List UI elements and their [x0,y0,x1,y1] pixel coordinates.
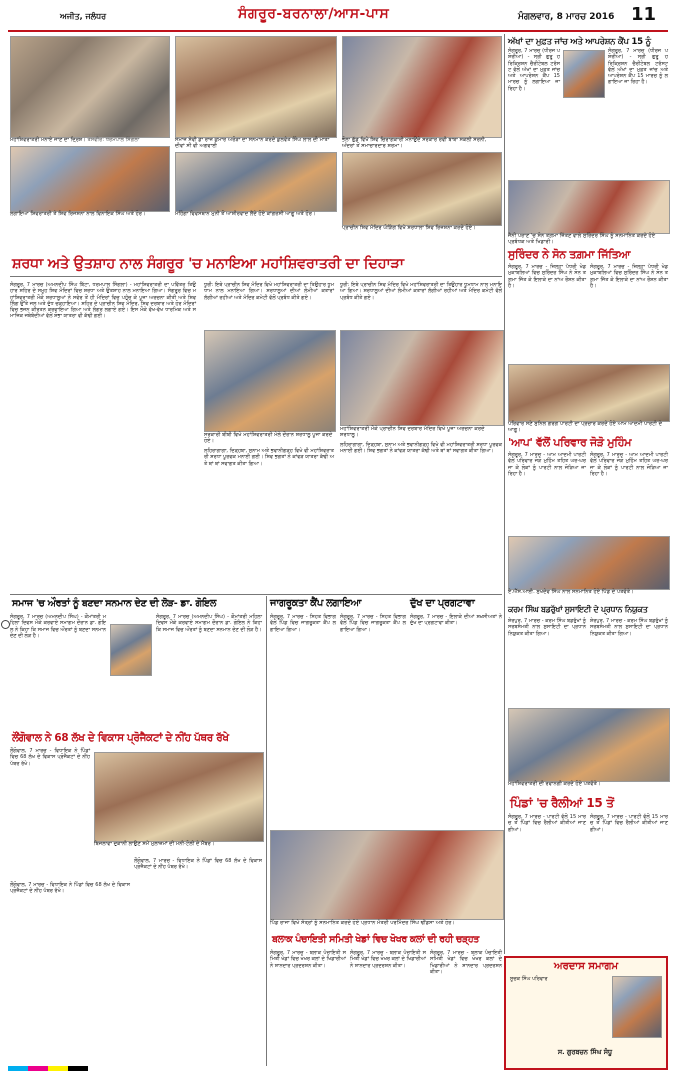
body-rallies-b: ਸੰਗਰੂਰ, 7 ਮਾਰਚ - ਪਾਰਟੀ ਵੱਲੋਂ 15 ਮਾਰਚ ਤੋਂ ਪਿੰਡਾਂ ਵਿਚ ਰੈਲੀਆਂ ਕੀਤੀਆਂ ਜਾਣਗੀਆਂ। [590,814,668,833]
body-rallies-a: ਸੰਗਰੂਰ, 7 ਮਾਰਚ - ਪਾਰਟੀ ਵੱਲੋਂ 15 ਮਾਰਚ ਤੋਂ ਪਿੰਡਾਂ ਵਿਚ ਰੈਲੀਆਂ ਕੀਤੀਆਂ ਜਾਣਗੀਆਂ। [508,814,586,833]
body-eye-camp-b: ਸੰਗਰੂਰ, 7 ਮਾਰਚ (ਧੀਰਜ ਪਸ਼ੋਰੀਆ) - ਸ੍ਰੀ ਗੁਰੂ ਹਰਿਕ੍ਰਿਸ਼ਨ ਚੈਰੀਟੇਬਲ ਟਰੱਸਟ ਵੱਲੋਂ ਅੱਖਾਂ ਦਾ ਮੁਫ਼ਤ ਜਾਂਚ ਅਤੇ ਆਪਰੇਸ਼ਨ ਕੈਂਪ 15 ਮਾਰਚ ਨੂੰ ਲਗਾਇਆ ਜਾ ਰਿਹਾ ਹੈ। [608,48,670,86]
caption-3: ਭੋਲਾ ਗੁੱਡ ਵਿਖੇ ਸ਼ਿਵ ਚਿਰਾਗਕਾਰੀ ਮਨਾਉਂਦੇ ਸਰਕਾਰ ਰਵੀ ਬਾਬਾ ਸਕਲੀ ਸਰਨੀ, ਅੰਦਰਾਂ ਤੋਂ ਸਮਾਚਾਰਦਾਰ ਸ਼ਰਮਾ। [342,137,487,150]
photo-longowal [94,752,264,842]
caption-14: ਏ.ਐੱਸ.ਆਈ. ਸੁਖਦੇਵ ਸਿੰਘ ਨਾਲ ਸਨਮਾਨਿਤ ਹੋਏ ਪਿੰਡ ਦੇ ਪਤਵੰਤੇ। [508,589,634,595]
caption-7: ਸਰਕਾਰੀ ਬੀਬੀ ਵਿਖੇ ਮਹਾਂਸ਼ਿਵਰਾਤਰੀ ਮੇਲੇ ਦੌਰਾਨ ਸ਼ਰਧਾਲੂ ਪੂਜਾ ਕਰਦੇ ਹੋਏ। [204,432,333,445]
caption-10: ਪਰਿਵਾਰ ਸਣੇ ਸੁਨਿਲ ਗਰਗ ਪਾਰਟੀ ਦਾ ਪ੍ਰਚਾਰ ਕਰਦੇ ਹੋਏ ਆਮ ਆਦਮੀ ਪਾਰਟੀ ਦੇ ਆਗੂ। [508,421,663,434]
body-grief: ਸੰਗਰੂਰ, 7 ਮਾਰਚ - ਇਲਾਕੇ ਦੀਆਂ ਸ਼ਖ਼ਸੀਅਤਾਂ ਨੇ ਦੁੱਖ ਦਾ ਪ੍ਰਗਟਾਵਾ ਕੀਤਾ। [410,614,504,627]
caption-9: ਜੈਨੀ ਪਰਾਣ 'ਚ ਸੋਨ ਤਗ਼ਮਾ ਜਿੱਤਣ ਵਾਲੇ ਸੁਰਿੰਦਰ ਸਿੰਘ ਨੂੰ ਸਨਮਾਨਿਤ ਕਰਦੇ ਹੋਏ ਪ੍ਰਬੰਧਕ ਅਤੇ ਖਿਡਾਰੀ। [508,233,656,246]
headline-grief: ਦੁੱਖ ਦਾ ਪ੍ਰਗਟਾਵਾ [410,598,475,609]
body-women-a: ਸੰਗਰੂਰ, 7 ਮਾਰਚ (ਅਮਨਦੀਪ ਸਿੰਘ) - ਕੌਮਾਂਤਰੀ ਮਹਿਲਾ ਦਿਵਸ ਮੌਕੇ ਕਰਵਾਏ ਸਮਾਗਮ ਦੌਰਾਨ ਡਾ. ਗੋਇਲ ਨੇ ਕਿਹਾ ਕਿ ਸਮਾਜ ਵਿਚ ਔਰਤਾਂ ਨੂੰ ਬਣਦਾ ਸਨਮਾਨ ਦੇਣ ਦੀ ਲੋੜ ਹੈ। [10,614,108,639]
column-divider [266,596,267,1066]
divider [10,594,502,595]
caption-4: ਲਗਾਇਆ ਸ਼ਿਵਰਾਤਰੀ ਤੇ ਸ਼ਿਵ ਰਿਜਸ਼ਨਾ ਨਾਲ ਵਿਨਾਇਕ ਸਿੰਘ ਅਤੇ ਹੋਰ। [10,211,146,217]
masthead-left: ਅਜੀਤ, ਜਲੰਧਰ [60,12,107,21]
caption-1: ਮਹਾਂਸ਼ਿਵਰਾਤਰੀ ਮਨਾਏ ਜਾਣ ਦਾ ਦ੍ਰਿਸ਼। ਤਸਵੀਰ: ਧਰਮਪਾਲ ਸਿੰਗਲਾ [10,137,140,143]
body-sports-a: ਸੰਗਰੂਰ, 7 ਮਾਰਚ - ਬਲਾਕ ਪੰਚਾਇਤੀ ਸਮਿਤੀ ਖੇਡਾਂ ਵਿਚ ਖੋਖਰ ਕਲਾਂ ਦੇ ਖਿਡਾਰੀਆਂ ਨੇ ਸ਼ਾਨਦਾਰ ਪ੍ਰਦਰਸ਼ਨ ਕੀਤਾ। [270,950,348,969]
photo-shivratri-1 [10,36,170,138]
headline-rallies: ਪਿੰਡਾਂ 'ਚ ਰੈਲੀਆਂ 15 ਤੋਂ [510,796,614,810]
body-camp-b: ਸੰਗਰੂਰ, 7 ਮਾਰਚ - ਸਿਹਤ ਵਿਭਾਗ ਵੱਲੋਂ ਪਿੰਡ ਵਿਚ ਜਾਗਰੂਕਤਾ ਕੈਂਪ ਲਗਾਇਆ ਗਿਆ। [340,614,408,633]
masthead-section-title: ਸੰਗਰੂਰ-ਬਰਨਾਲਾ/ਆਸ-ਪਾਸ [238,6,390,22]
caption-8: ਮਹਾਂਸ਼ਿਵਰਾਤਰੀ ਮੌਕੇ ਪ੍ਰਾਚੀਨ ਸ਼ਿਵ ਦਰਬਾਰ ਮੰਦਿਰ ਵਿਖੇ ਪੂਜਾ ਅਰਚਨਾ ਕਰਦੇ ਸ਼ਰਧਾਲੂ। [340,426,485,439]
photo-main-ceremony [204,330,336,432]
masthead-date: ਮੰਗਲਵਾਰ, 8 ਮਾਰਚ 2016 [518,12,615,22]
body-gold-a: ਸੰਗਰੂਰ, 7 ਮਾਰਚ - ਜ਼ਿਲ੍ਹਾ ਪੱਧਰੀ ਖੇਡ ਮੁਕਾਬਲਿਆਂ ਵਿਚ ਸੁਰਿੰਦਰ ਸਿੰਘ ਨੇ ਸੋਨ ਤਗ਼ਮਾ ਜਿੱਤ ਕੇ ਇਲਾਕੇ ਦਾ ਨਾਂਅ ਰੌਸ਼ਨ ਕੀਤਾ ਹੈ। [508,264,588,289]
page-number: 11 [631,4,657,25]
photo-portrait [563,50,605,98]
caption-13: ਬਿਜਲਾਵਾ ਦੁਕਾਨੀ ਲਾਉਣ ਸਮੇਂ ਮੁਲਾਜ਼ਮਾਂ ਦੀ ਮਨੀ-ਟੋਲੀ ਦੇ ਮੈਂਬਰ। [94,841,215,847]
photo-karam-singh [508,536,670,590]
body-longowal-c: ਲੌਂਗੋਵਾਲ, 7 ਮਾਰਚ - ਵਿਧਾਇਕ ਨੇ ਪਿੰਡਾਂ ਵਿਚ 68 ਲੱਖ ਦੇ ਵਿਕਾਸ ਪ੍ਰੋਜੈਕਟਾਂ ਦੇ ਨੀਂਹ ਪੱਥਰ ਰੱਖੇ। [134,858,264,871]
photo-sports [270,830,504,920]
masthead [8,6,668,32]
photo-munni [175,152,337,212]
caption-11: ਮਹਾਂਸ਼ਿਵਰਾਤਰੀ ਦੀ ਰਵਾਨਗੀ ਕਰਦੇ ਹੋਏ ਪਤਵੰਤੇ। [508,781,601,787]
ad-text: ਸੂਚਕ ਸਿੰਘ ਪਰਿਵਾਰ [510,976,548,982]
body-aap-b: ਸੰਗਰੂਰ, 7 ਮਾਰਚ - ਆਮ ਆਦਮੀ ਪਾਰਟੀ ਵੱਲੋਂ ਪਰਿਵਾਰ ਜੋੜੋ ਮੁਹਿੰਮ ਤਹਿਤ ਘਰ-ਘਰ ਜਾ ਕੇ ਲੋਕਾਂ ਨੂੰ ਪਾਰਟੀ ਨਾਲ ਜੋੜਿਆ ਜਾ ਰਿਹਾ ਹੈ। [590,452,670,477]
body-gold-b: ਸੰਗਰੂਰ, 7 ਮਾਰਚ - ਜ਼ਿਲ੍ਹਾ ਪੱਧਰੀ ਖੇਡ ਮੁਕਾਬਲਿਆਂ ਵਿਚ ਸੁਰਿੰਦਰ ਸਿੰਘ ਨੇ ਸੋਨ ਤਗ਼ਮਾ ਜਿੱਤ ਕੇ ਇਲਾਕੇ ਦਾ ਨਾਂਅ ਰੌਸ਼ਨ ਕੀਤਾ ਹੈ। [590,264,670,289]
body-aap-a: ਸੰਗਰੂਰ, 7 ਮਾਰਚ - ਆਮ ਆਦਮੀ ਪਾਰਟੀ ਵੱਲੋਂ ਪਰਿਵਾਰ ਜੋੜੋ ਮੁਹਿੰਮ ਤਹਿਤ ਘਰ-ਘਰ ਜਾ ਕੇ ਲੋਕਾਂ ਨੂੰ ਪਾਰਟੀ ਨਾਲ ਜੋੜਿਆ ਜਾ ਰਿਹਾ ਹੈ। [508,452,588,477]
headline-women-respect: ਸਮਾਜ 'ਚ ਔਰਤਾਂ ਨੂੰ ਬਣਦਾ ਸਨਮਾਨ ਦੇਣ ਦੀ ਲੋੜ- ਡਾ. ਗੋਇਲ [12,598,217,609]
color-bar [8,1066,88,1071]
caption-6: ਪ੍ਰਾਚੀਨ ਸ਼ਿਵ ਮੰਦਿਰ ਘੋੜਿੰਗ ਵਿਖੇ ਸ਼ਰਧਾਲਾ ਸ਼ਿਵ ਰਿਜਸ਼ਨਾ ਕਰਦੇ ਹੋਏ। [342,225,476,231]
headline-aap: 'ਆਪ' ਵੱਲੋਂ ਪਰਿਵਾਰ ਜੋੜੋ ਮੁਹਿੰਮ [508,436,632,449]
body-karam-b: ਸ਼ੇਰਪੁਰ, 7 ਮਾਰਚ - ਕਰਮ ਸਿੰਘ ਬਡਰੁੱਖਾਂ ਨੂੰ ਸਰਬਸੰਮਤੀ ਨਾਲ ਸੁਸਾਇਟੀ ਦਾ ਪ੍ਰਧਾਨ ਨਿਯੁਕਤ ਕੀਤਾ ਗਿਆ। [590,618,670,637]
column-divider [504,34,505,954]
body-eye-camp-a: ਸੰਗਰੂਰ, 7 ਮਾਰਚ (ਧੀਰਜ ਪਸ਼ੋਰੀਆ) - ਸ੍ਰੀ ਗੁਰੂ ਹਰਿਕ੍ਰਿਸ਼ਨ ਚੈਰੀਟੇਬਲ ਟਰੱਸਟ ਵੱਲੋਂ ਅੱਖਾਂ ਦਾ ਮੁਫ਼ਤ ਜਾਂਚ ਅਤੇ ਆਪਰੇਸ਼ਨ ਕੈਂਪ 15 ਮਾਰਚ ਨੂੰ ਲਗਾਇਆ ਜਾ ਰਿਹਾ ਹੈ। [508,48,562,92]
headline-longowal: ਲੌਂਗੋਵਾਲ ਨੇ 68 ਲੱਖ ਦੇ ਵਿਕਾਸ ਪ੍ਰੋਜੈਕਟਾਂ ਦੇ ਨੀਂਹ ਪੱਥਰ ਰੱਖੇ [12,732,229,744]
body-main-col-2a: ਧੂਰੀ: ਇਥੇ ਪ੍ਰਾਚੀਨ ਸ਼ਿਵ ਮੰਦਿਰ ਵਿਖੇ ਮਹਾਂਸ਼ਿਵਰਾਤਰੀ ਦਾ ਤਿਉਹਾਰ ਧੂਮਧਾਮ ਨਾਲ ਮਨਾਇਆ ਗਿਆ। ਸ਼ਰਧਾਲੂਆਂ ਦੀਆਂ ਲੰਮੀਆਂ ਕਤਾਰਾਂ ਲੱਗੀਆਂ ਰਹੀਆਂ ਅਤੇ ਮੰਦਿਰ ਕਮੇਟੀ ਵੱਲੋਂ ਪ੍ਰਬੰਧ ਕੀਤੇ ਗਏ। [204,282,336,301]
photo-rally [508,708,670,782]
body-longowal-a: ਲੌਂਗੋਵਾਲ, 7 ਮਾਰਚ - ਵਿਧਾਇਕ ਨੇ ਪਿੰਡਾਂ ਵਿਚ 68 ਲੱਖ ਦੇ ਵਿਕਾਸ ਪ੍ਰੋਜੈਕਟਾਂ ਦੇ ਨੀਂਹ ਪੱਥਰ ਰੱਖੇ। [10,748,92,767]
ad-portrait [612,976,662,1038]
registration-mark [1,620,10,629]
headline-sports: ਬਲਾਕ ਪੰਚਾਇਤੀ ਸਮਿਤੀ ਖੇਡਾਂ ਵਿਚ ਖੋਖਰ ਕਲਾਂ ਦੀ ਰਹੀ ਚੜ੍ਹਤ [272,934,480,945]
body-main-col-2b: ਲਹਿਰਾਗਾਗਾ, ਦਿੜ੍ਹਬਾ, ਸੁਨਾਮ ਅਤੇ ਭਵਾਨੀਗੜ੍ਹ ਵਿਖੇ ਵੀ ਮਹਾਂਸ਼ਿਵਰਾਤਰੀ ਸ਼ਰਧਾ ਪੂਰਵਕ ਮਨਾਈ ਗਈ। ਸ਼ਿਵ ਭਗਤਾਂ ਨੇ ਕਾਂਵੜ ਯਾਤਰਾ ਕੱਢੀ ਅਤੇ ਥਾਂ ਥਾਂ ਸਵਾਗਤ ਕੀਤਾ ਗਿਆ। [204,448,334,467]
body-main-col-1: ਸੰਗਰੂਰ, 7 ਮਾਰਚ (ਅਮਨਦੀਪ ਸਿੰਘ ਬਿੱਟਾ, ਧਰਮਪਾਲ ਸਿੰਗਲਾ) - ਮਹਾਂਸ਼ਿਵਰਾਤਰੀ ਦਾ ਪਵਿੱਤਰ ਤਿਉਹਾਰ ਸ਼ਹਿਰ ਦੇ ਸਮੂਹ ਸ਼ਿਵ ਮੰਦਿਰਾਂ ਵਿਚ ਸ਼ਰਧਾ ਅਤੇ ਉਤਸ਼ਾਹ ਨਾਲ ਮਨਾਇਆ ਗਿਆ। ਸੰਗਰੂਰ ਵਿਚ ਮਹਾਂਸ਼ਿਵਰਾਤਰੀ ਮੌਕੇ ਸ਼ਰਧਾਲੂਆਂ ਨੇ ਸਵੇਰ ਤੋਂ ਹੀ ਮੰਦਿਰਾਂ ਵਿਚ ਪਹੁੰਚ ਕੇ ਪੂਜਾ ਅਰਚਨਾ ਕੀਤੀ ਅਤੇ ਸ਼ਿਵਲਿੰਗ ਉੱਤੇ ਜਲ ਅਤੇ ਦੁੱਧ ਚੜ੍ਹਾਇਆ। ਸ਼ਹਿਰ ਦੇ ਪ੍ਰਾਚੀਨ ਸ਼ਿਵ ਮੰਦਿਰ, ਸ਼ਿਵ ਦਰਬਾਰ ਅਤੇ ਹੋਰ ਮੰਦਿਰਾਂ ਵਿਚ ਭਜਨ ਕੀਰਤਨ ਕਰਵਾਇਆ ਗਿਆ ਅਤੇ ਲੰਗਰ ਲਗਾਏ ਗਏ। ਇਸ ਮੌਕੇ ਵੱਖ-ਵੱਖ ਧਾਰਮਿਕ ਅਤੇ ਸਮਾਜਿਕ ਜਥੇਬੰਦੀਆਂ ਵੱਲੋਂ ਸ਼ੋਭਾ ਯਾਤਰਾ ਵੀ ਕੱਢੀ ਗਈ। [10,282,198,320]
headline-eye-camp: ਅੱਖਾਂ ਦਾ ਮੁਫ਼ਤ ਜਾਂਚ ਅਤੇ ਆਪਰੇਸ਼ਨ ਕੈਂਪ 15 ਨੂੰ [508,37,651,47]
obituary-ad [504,956,668,1070]
photo-honour [175,36,337,138]
caption-2: ਸਮਾਜ ਸੇਵੀ ਡਾ ਰਾਜ ਕੁਮਾਰ ਅਰੋੜਾ ਦਾ ਸਨਮਾਨ ਕਰਦੇ ਕੁਲਵੰਤ ਸਿੰਘ ਲਾਲ ਦੀ ਮਾਤਾ ਦੀਵਾਂ ਸੀ ਵੀ ਅਗਵਾਈ [175,137,330,150]
photo-shivratri-2 [10,146,170,212]
body-main-col-3a: ਧੂਰੀ: ਇਥੇ ਪ੍ਰਾਚੀਨ ਸ਼ਿਵ ਮੰਦਿਰ ਵਿਖੇ ਮਹਾਂਸ਼ਿਵਰਾਤਰੀ ਦਾ ਤਿਉਹਾਰ ਧੂਮਧਾਮ ਨਾਲ ਮਨਾਇਆ ਗਿਆ। ਸ਼ਰਧਾਲੂਆਂ ਦੀਆਂ ਲੰਮੀਆਂ ਕਤਾਰਾਂ ਲੱਗੀਆਂ ਰਹੀਆਂ ਅਤੇ ਮੰਦਿਰ ਕਮੇਟੀ ਵੱਲੋਂ ਪ੍ਰਬੰਧ ਕੀਤੇ ਗਏ। [340,282,504,301]
headline-awareness-camp: ਜਾਗਰੂਕਤਾ ਕੈਂਪ ਲਗਾਇਆ [270,598,362,609]
photo-dr-goyal [110,624,152,676]
photo-bhola [342,36,502,138]
ad-name: ਸ. ਗੁਰਬਚਨ ਸਿੰਘ ਸੰਧੂ [557,1048,613,1056]
photo-aap-family [508,364,670,422]
body-sports-b: ਸੰਗਰੂਰ, 7 ਮਾਰਚ - ਬਲਾਕ ਪੰਚਾਇਤੀ ਸਮਿਤੀ ਖੇਡਾਂ ਵਿਚ ਖੋਖਰ ਕਲਾਂ ਦੇ ਖਿਡਾਰੀਆਂ ਨੇ ਸ਼ਾਨਦਾਰ ਪ੍ਰਦਰਸ਼ਨ ਕੀਤਾ। [350,950,428,969]
ad-title: ਅਰਦਾਸ ਸਮਾਗਮ [553,961,619,972]
headline-karam-singh: ਕਰਮ ਸਿੰਘ ਬਡਰੁੱਖਾਂ ਸੁਸਾਇਟੀ ਦੇ ਪ੍ਰਧਾਨ ਨਿਯੁਕਤ [508,605,648,614]
photo-shiv-darbar [340,330,504,426]
body-sports-c: ਸੰਗਰੂਰ, 7 ਮਾਰਚ - ਬਲਾਕ ਪੰਚਾਇਤੀ ਸਮਿਤੀ ਖੇਡਾਂ ਵਿਚ ਖੋਖਰ ਕਲਾਂ ਦੇ ਖਿਡਾਰੀਆਂ ਨੇ ਸ਼ਾਨਦਾਰ ਪ੍ਰਦਰਸ਼ਨ ਕੀਤਾ। [430,950,504,975]
body-karam-a: ਸ਼ੇਰਪੁਰ, 7 ਮਾਰਚ - ਕਰਮ ਸਿੰਘ ਬਡਰੁੱਖਾਂ ਨੂੰ ਸਰਬਸੰਮਤੀ ਨਾਲ ਸੁਸਾਇਟੀ ਦਾ ਪ੍ਰਧਾਨ ਨਿਯੁਕਤ ਕੀਤਾ ਗਿਆ। [508,618,588,637]
photo-ghoding [342,152,502,226]
body-camp-a: ਸੰਗਰੂਰ, 7 ਮਾਰਚ - ਸਿਹਤ ਵਿਭਾਗ ਵੱਲੋਂ ਪਿੰਡ ਵਿਚ ਜਾਗਰੂਕਤਾ ਕੈਂਪ ਲਗਾਇਆ ਗਿਆ। [270,614,338,633]
caption-12: ਪਿੰਡ ਰਾਜਾ ਵਿਖੇ ਸੰਤ੍ਰਾਂ ਨੂੰ ਸਨਮਾਨਿਤ ਕਰਦੇ ਹੋਏ ਪ੍ਰਧਾਨ ਮੰਤਰੀ ਪਰਮਿੰਦਰ ਸਿੰਘ ਢੀਂਡਸਾ ਅਤੇ ਹੋਰ। [270,920,456,926]
headline-main-shivratri: ਸ਼ਰਧਾ ਅਤੇ ਉਤਸ਼ਾਹ ਨਾਲ ਸੰਗਰੂਰ 'ਚ ਮਨਾਇਆ ਮਹਾਂਸ਼ਿਵਰਾਤਰੀ ਦਾ ਦਿਹਾੜਾ [12,256,404,272]
headline-gold-medal: ਸੁਰਿੰਦਰ ਨੇ ਸੋਨ ਤਗ਼ਮਾ ਜਿੱਤਿਆ [508,248,631,261]
caption-5: ਮਹਿੰਗਾ ਵਿਵਸਥਾਨ ਮੁਨੀ ਤੋਂ ਆਸ਼ੀਰਵਾਦ ਲੈਂਦੇ ਹੋਏ ਕਾਂਗਰਸੀ ਆਗੂ ਅਤੇ ਹੋਰ। [175,211,316,217]
body-women-b: ਸੰਗਰੂਰ, 7 ਮਾਰਚ (ਅਮਨਦੀਪ ਸਿੰਘ) - ਕੌਮਾਂਤਰੀ ਮਹਿਲਾ ਦਿਵਸ ਮੌਕੇ ਕਰਵਾਏ ਸਮਾਗਮ ਦੌਰਾਨ ਡਾ. ਗੋਇਲ ਨੇ ਕਿਹਾ ਕਿ ਸਮਾਜ ਵਿਚ ਔਰਤਾਂ ਨੂੰ ਬਣਦਾ ਸਨਮਾਨ ਦੇਣ ਦੀ ਲੋੜ ਹੈ। [156,614,264,633]
body-longowal-b: ਲੌਂਗੋਵਾਲ, 7 ਮਾਰਚ - ਵਿਧਾਇਕ ਨੇ ਪਿੰਡਾਂ ਵਿਚ 68 ਲੱਖ ਦੇ ਵਿਕਾਸ ਪ੍ਰੋਜੈਕਟਾਂ ਦੇ ਨੀਂਹ ਪੱਥਰ ਰੱਖੇ। [10,882,132,895]
divider [10,276,502,277]
photo-gold-medal [508,180,670,234]
body-main-col-3b: ਲਹਿਰਾਗਾਗਾ, ਦਿੜ੍ਹਬਾ, ਸੁਨਾਮ ਅਤੇ ਭਵਾਨੀਗੜ੍ਹ ਵਿਖੇ ਵੀ ਮਹਾਂਸ਼ਿਵਰਾਤਰੀ ਸ਼ਰਧਾ ਪੂਰਵਕ ਮਨਾਈ ਗਈ। ਸ਼ਿਵ ਭਗਤਾਂ ਨੇ ਕਾਂਵੜ ਯਾਤਰਾ ਕੱਢੀ ਅਤੇ ਥਾਂ ਥਾਂ ਸਵਾਗਤ ਕੀਤਾ ਗਿਆ। [340,442,504,455]
